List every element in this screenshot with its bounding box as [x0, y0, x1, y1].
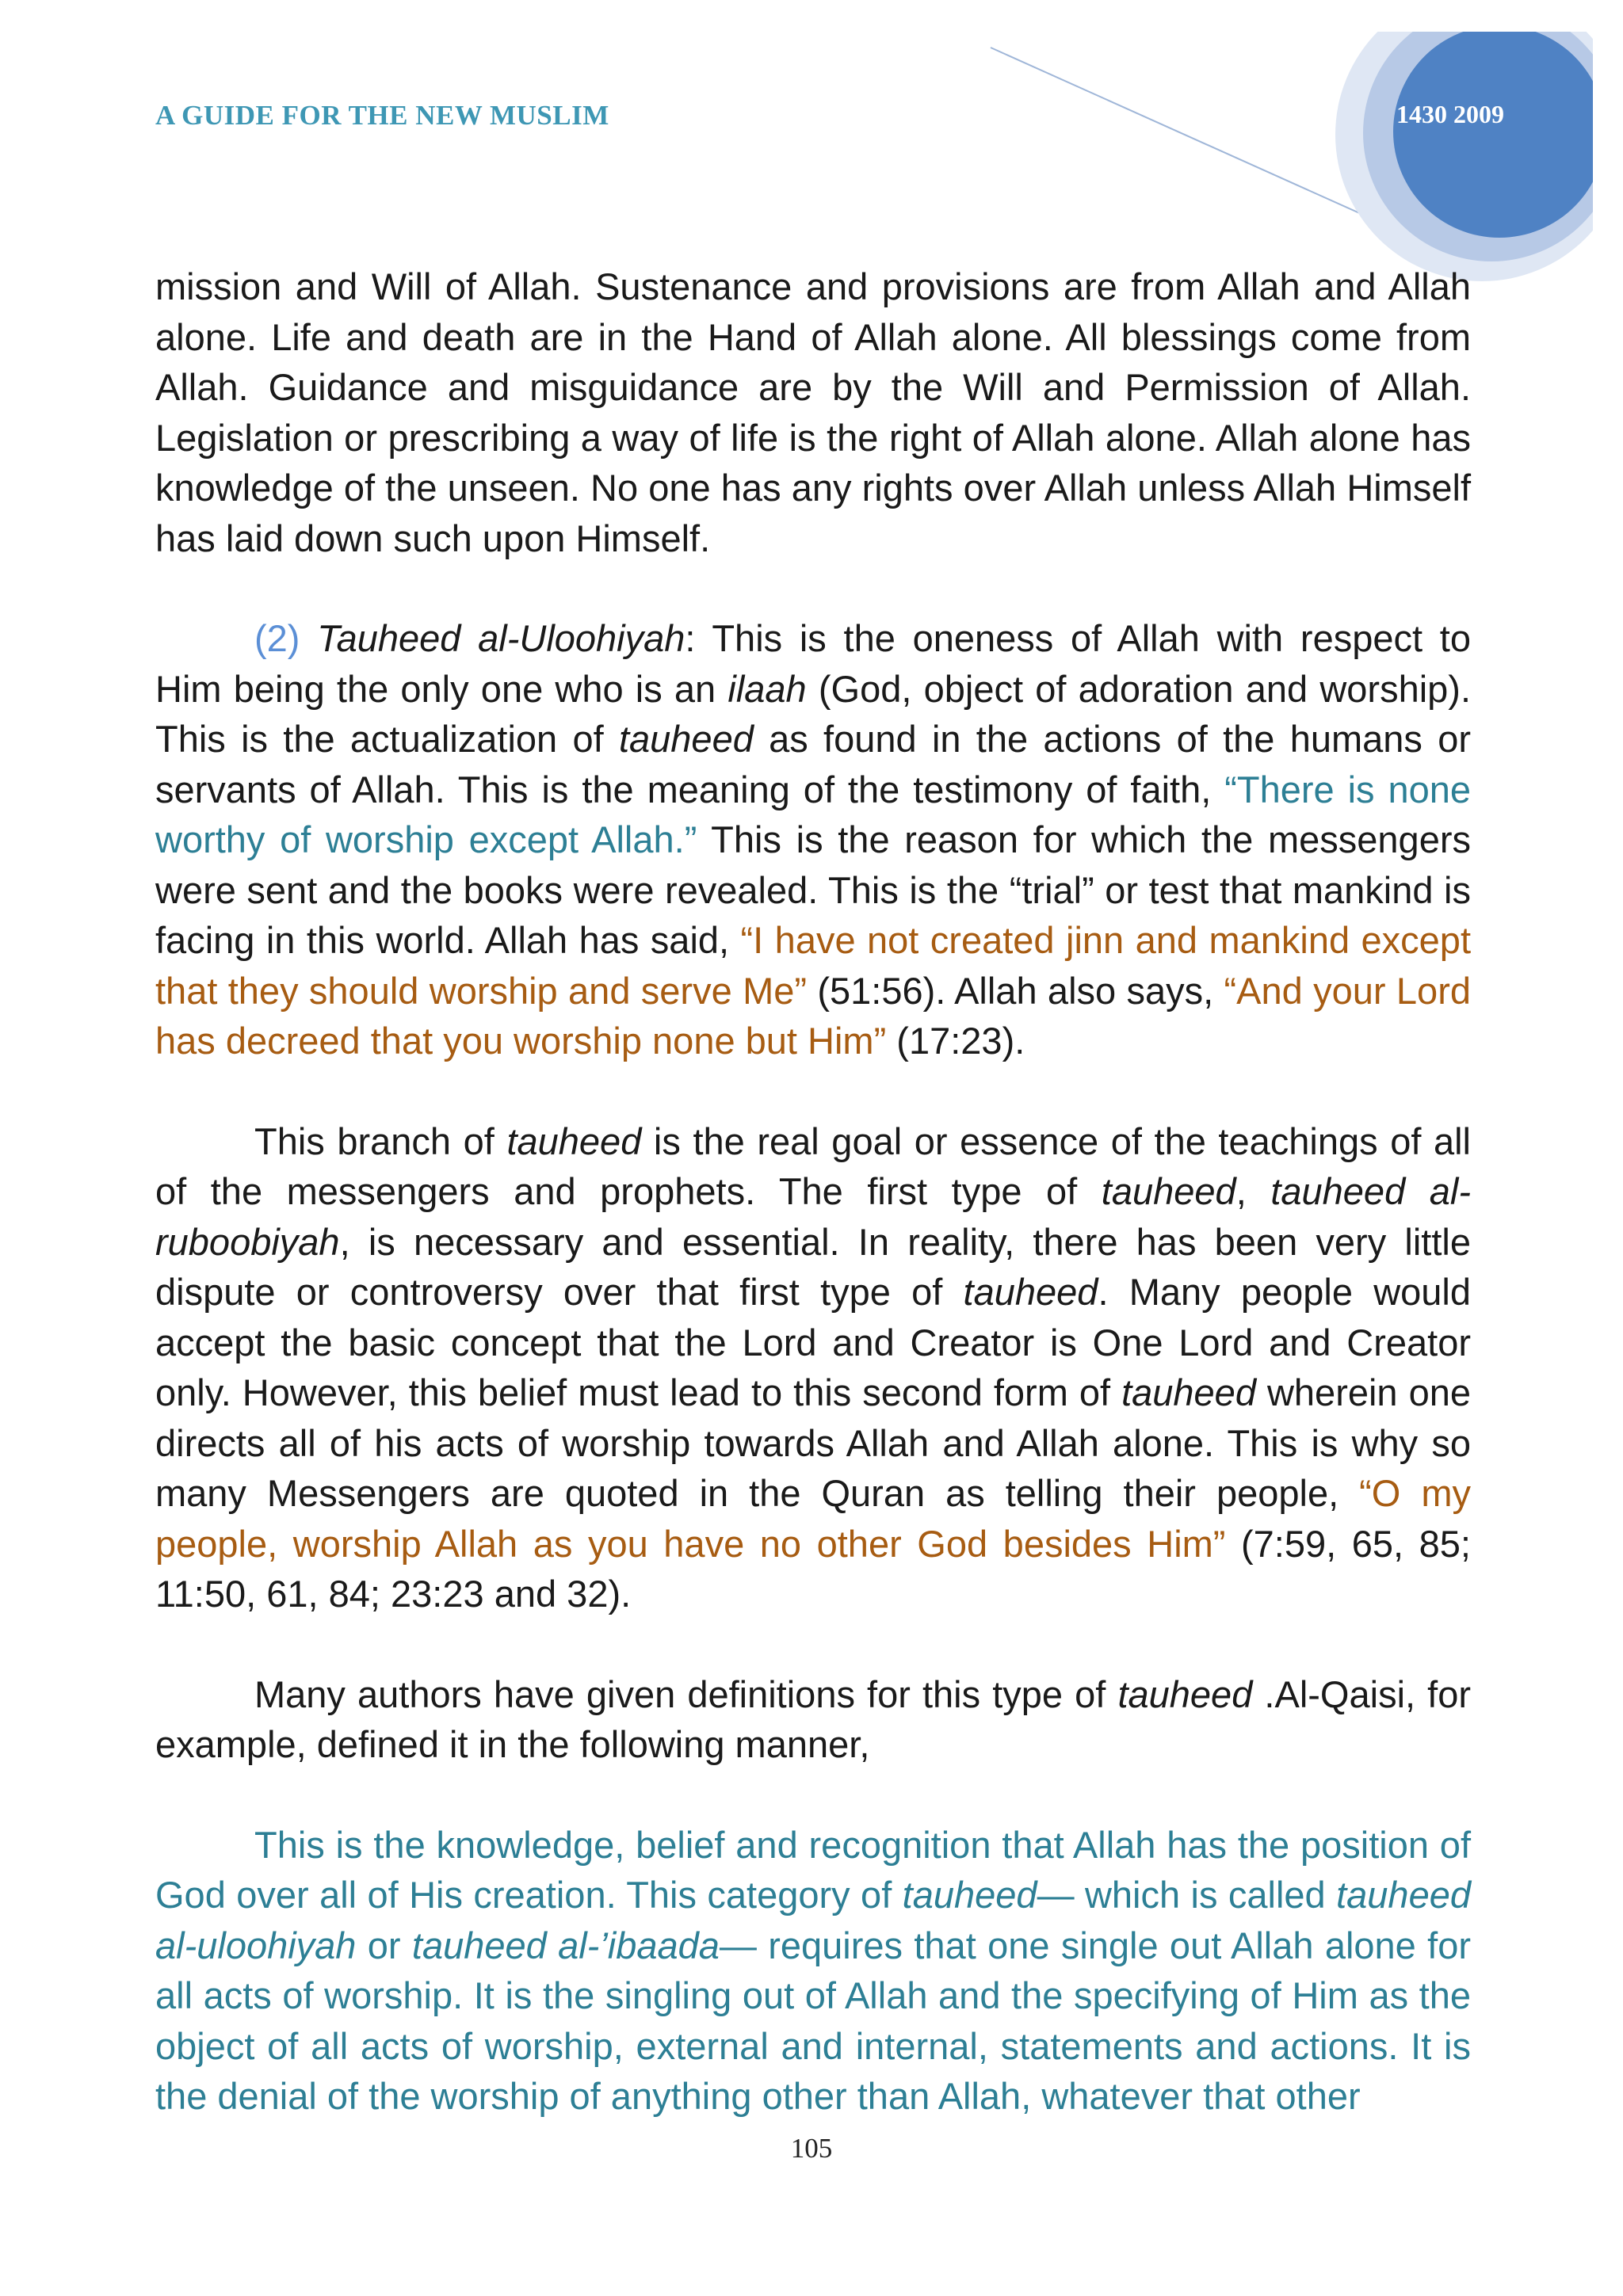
list-number: (2)	[254, 617, 300, 659]
running-header-year: 1430 2009	[1396, 100, 1504, 128]
decorative-line	[991, 48, 1379, 222]
running-header-title: A GUIDE FOR THE NEW MUSLIM	[155, 100, 609, 131]
paragraph-1: mission and Will of Allah. Sustenance and provisions are from Allah and Allah alone. Life and death are in the Hand of Allah alone. All blessings come from Allah. Guidance and misguidance are by the Will and Permission of Allah. Legislation or prescribing a way of life is the right of Allah alone. Allah alone has knowledge of the unseen. No one has any rights over Allah unless Allah Himself has laid down such upon Himself.	[155, 265, 1471, 559]
quran-quote-51-56: “I have not created jinn and mankind except that they should worship and serve Me”	[155, 919, 1472, 1012]
quran-quote-17-23: “And your Lord has decreed that you worship none but Him”	[155, 969, 1471, 1062]
paragraph-4: Many authors have given definitions for this type of tauheed .Al-Qaisi, for example, defined it in the following manner,	[155, 1672, 1472, 1765]
corner-decoration	[967, 32, 1593, 285]
term-tauheed-al-uloohiyah: Tauheed al-Uloohiyah	[317, 617, 685, 659]
paragraph-2: (2) Tauheed al-Uloohiyah: This is the oneness of Allah with respect to Him being the only one who is an ilaah (God, object of adoration and worship). This is the actualization of tauheed as found in the actions of the humans or servants of Allah. This is the meaning of the testimony of faith, “There is none worthy of worship except Allah.” This is the reason for which the messengers were sent and the books were revealed. This is the “trial” or test that mankind is facing in this world. Allah has said, “I have not created jinn and mankind except that they should worship and serve Me” (51:56). Allah also says, “And your Lord has decreed that you worship none but Him” (17:23).	[155, 617, 1472, 1062]
quran-quote-7-59: “O my people, worship Allah as you have no other God besides Him”	[155, 1472, 1471, 1565]
page-content	[155, 261, 1471, 2172]
testimony-quote: “There is none worthy of worship except Allah.”	[155, 768, 1472, 860]
page-number: 105	[790, 2133, 833, 2164]
paragraph-3: This branch of tauheed is the real goal or essence of the teachings of all of the messengers and prophets. The first type of tauheed, tauheed al-ruboobiyah, is necessary and essential. In reality, there has been very little dispute or controversy over that first type of tauheed. Many people would accept the basic concept that the Lord and Creator is One Lord and Creator only. However, this belief must lead to this second form of tauheed wherein one directs all of his acts of worship towards Allah and Allah alone. This is why so many Messengers are quoted in the Quran as telling their people, “O my people, worship Allah as you have no other God besides Him” (7:59, 65, 85; 11:50, 61, 84; 23:23 and 32).	[155, 1119, 1471, 1615]
block-quotation: This is the knowledge, belief and recognition that Allah has the position of God over all of His creation. This category of tauheed— which is called tauheed al-uloohiyah or tauheed al-’ibaada— requires that one single out Allah alone for all acts of worship. It is the singling out of Allah and the specifying of Him as the object of all acts of worship, external and internal, statements and actions. It is the denial of the worship of anything other than Allah, whatever that other	[155, 1823, 1471, 2117]
